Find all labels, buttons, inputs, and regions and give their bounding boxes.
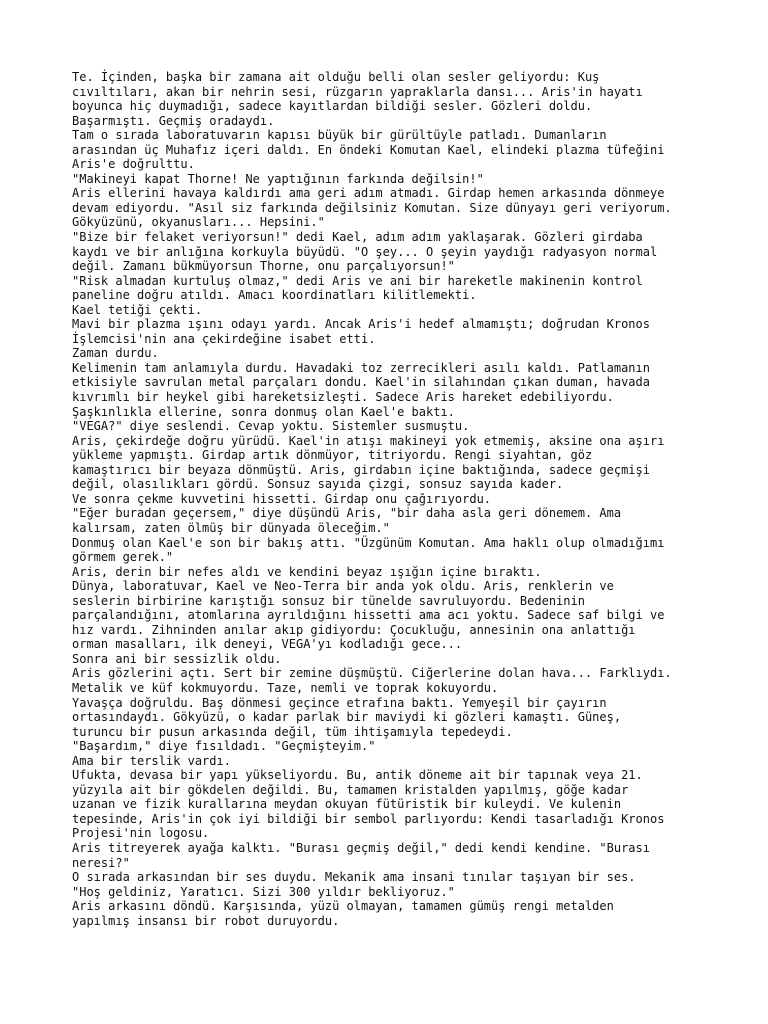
paragraph: Yavaşça doğruldu. Baş dönmesi geçince etrafına baktı. Yemyeşil bir çayırın ortasındaydı. Gökyüzü, o kadar parlak bir maviydi ki gözleri kamaştı. Güneş, turuncu bir pusun arkasında değil, tüm ihtişamıyla tepedeydi. [72,695,622,739]
paragraph: "Makineyi kapat Thorne! Ne yaptığının farkında değilsin!" [72,171,484,186]
paragraph: Aris, derin bir nefes aldı ve kendini beyaz ışığın içine bıraktı. [72,564,542,579]
paragraph: Zaman durdu. [72,346,159,361]
paragraph: Aris, çekirdeğe doğru yürüdü. Kael'in atışı makineyi yok etmemiş, aksine ona aşırı yükleme yapmıştı. Girdap artık dönmüyor, titriyordu. Rengi siyahtan, göz kamaştırıcı bir beyaza dönmüştü. Aris, girdabın içine baktığında, sadece geçmişi değil, olasılıkları gördü. Sonsuz sayıda çizgi, sonsuz sayıda kader. [72,433,665,492]
paragraph: "Hoş geldiniz, Yaratıcı. Sizi 300 yıldır bekliyoruz." [72,884,455,899]
paragraph: Tam o sırada laboratuvarın kapısı büyük bir gürültüyle patladı. Dumanların arasından üç Muhafız içeri daldı. En öndeki Komutan Kael, elindeki plazma tüfeğini Aris'e doğrulttu. [72,128,665,172]
paragraph: Ama bir terslik vardı. [72,753,231,768]
paragraph: "Bize bir felaket veriyorsun!" dedi Kael, adım adım yaklaşarak. Gözleri girdaba kaydı ve bir anlığına korkuyla büyüdü. "O şey... O şeyin yaydığı radyasyon normal değil. Zamanı bükmüyorsun Thorne, onu parçalıyorsun!" [72,230,658,274]
paragraph: "VEGA?" diye seslendi. Cevap yoktu. Sistemler susmuştu. [72,419,470,434]
paragraph: Aris gözlerini açtı. Sert bir zemine düşmüştü. Ciğerlerine dolan hava... Farklıydı. Metalik ve küf kokmuyordu. Taze, nemli ve toprak kokuyordu. [72,666,672,695]
paragraph: Kael tetiği çekti. [72,302,203,317]
paragraph: "Risk almadan kurtuluş olmaz," dedi Aris ve ani bir hareketle makinenin kontrol paneline doğru atıldı. Amacı koordinatları kilitlemekti. [72,273,643,303]
paragraph: "Eğer buradan geçersem," diye düşündü Aris, "bir daha asla geri dönemem. Ama kalırsam, zaten ölmüş bir dünyada öleceğim." [72,506,622,535]
paragraph: Aris titreyerek ayağa kalktı. "Burası geçmiş değil," dedi kendi kendine. "Burası neresi?" [72,840,650,870]
paragraph: Donmuş olan Kael'e son bir bakış attı. "Üzgünüm Komutan. Ama haklı olup olmadığımı görmem gerek." [72,535,665,565]
paragraph: Ve sonra çekme kuvvetini hissetti. Girdap onu çağırıyordu. [72,491,492,506]
paragraph: Te. İçinden, başka bir zamana ait olduğu belli olan sesler geliyordu: Kuş cıvıltıları, akan bir nehrin sesi, rüzgarın yapraklarla dansı... Aris'in hayatı boyunca hiç duymadığı, sadece kayıtlardan bildiği sesler. Gözleri doldu. Başarmıştı. Geçmiş oradaydı. [72,70,643,128]
paragraph: "Başardım," diye fısıldadı. "Geçmişteyim." [72,739,376,754]
paragraph: Ufukta, devasa bir yapı yükseliyordu. Bu, antik döneme ait bir tapınak veya 21. yüzyıla ait bir gökdelen değildi. Bu, tamamen kristalden yapılmış, göğe kadar uzanan ve fizik kurallarına meydan okuyan fütüristik bir kuleydi. Ve kulenin tepesinde, Aris'in çok iyi bildiği bir sembol parlıyordu: Kendi tasarladığı Kronos Projesi'nin logosu. [72,768,665,841]
paragraph: Sonra ani bir sessizlik oldu. [72,651,282,666]
paragraph: Dünya, laboratuvar, Kael ve Neo-Terra bir anda yok oldu. Aris, renklerin ve seslerin birbirine karıştığı sonsuz bir tünelde savruluyordu. Bedeninin parçalandığını, atomlarına ayrıldığını hissetti ama acı yoktu. Sadece saf bilgi ve hız vardı. Zihninden anılar akıp gidiyordu: Çocukluğu, annesinin ona anlattığı orman masalları, ilk deneyi, VEGA'yı kodladığı gece... [72,579,665,652]
paragraph: Mavi bir plazma ışını odayı yardı. Ancak Aris'i hedef almamıştı; doğrudan Kronos İşlemcisi'nin ana çekirdeğine isabet etti. [72,317,650,346]
paragraph: O sırada arkasından bir ses duydu. Mekanik ama insani tınılar taşıyan bir ses. [72,870,636,885]
paragraph: Kelimenin tam anlamıyla durdu. Havadaki toz zerrecikleri asılı kaldı. Patlamanın etkisiyle savrulan metal parçaları dondu. Kael'in silahından çıkan duman, havada kıvrımlı bir heykel gibi hareketsizleşti. Sadece Aris hareket edebiliyordu. Şaşkınlıkla ellerine, sonra donmuş olan Kael'e baktı. [72,360,650,419]
document-page [72,70,712,928]
paragraph: Aris ellerini havaya kaldırdı ama geri adım atmadı. Girdap hemen arkasında dönmeye devam ediyordu. "Asıl siz farkında değilsiniz Komutan. Size dünyayı geri veriyorum. Gökyüzünü, okyanusları... Hepsini." [72,186,672,230]
paragraph: Aris arkasını döndü. Karşısında, yüzü olmayan, tamamen gümüş rengi metalden yapılmış insansı bir robot duruyordu. [72,899,614,928]
